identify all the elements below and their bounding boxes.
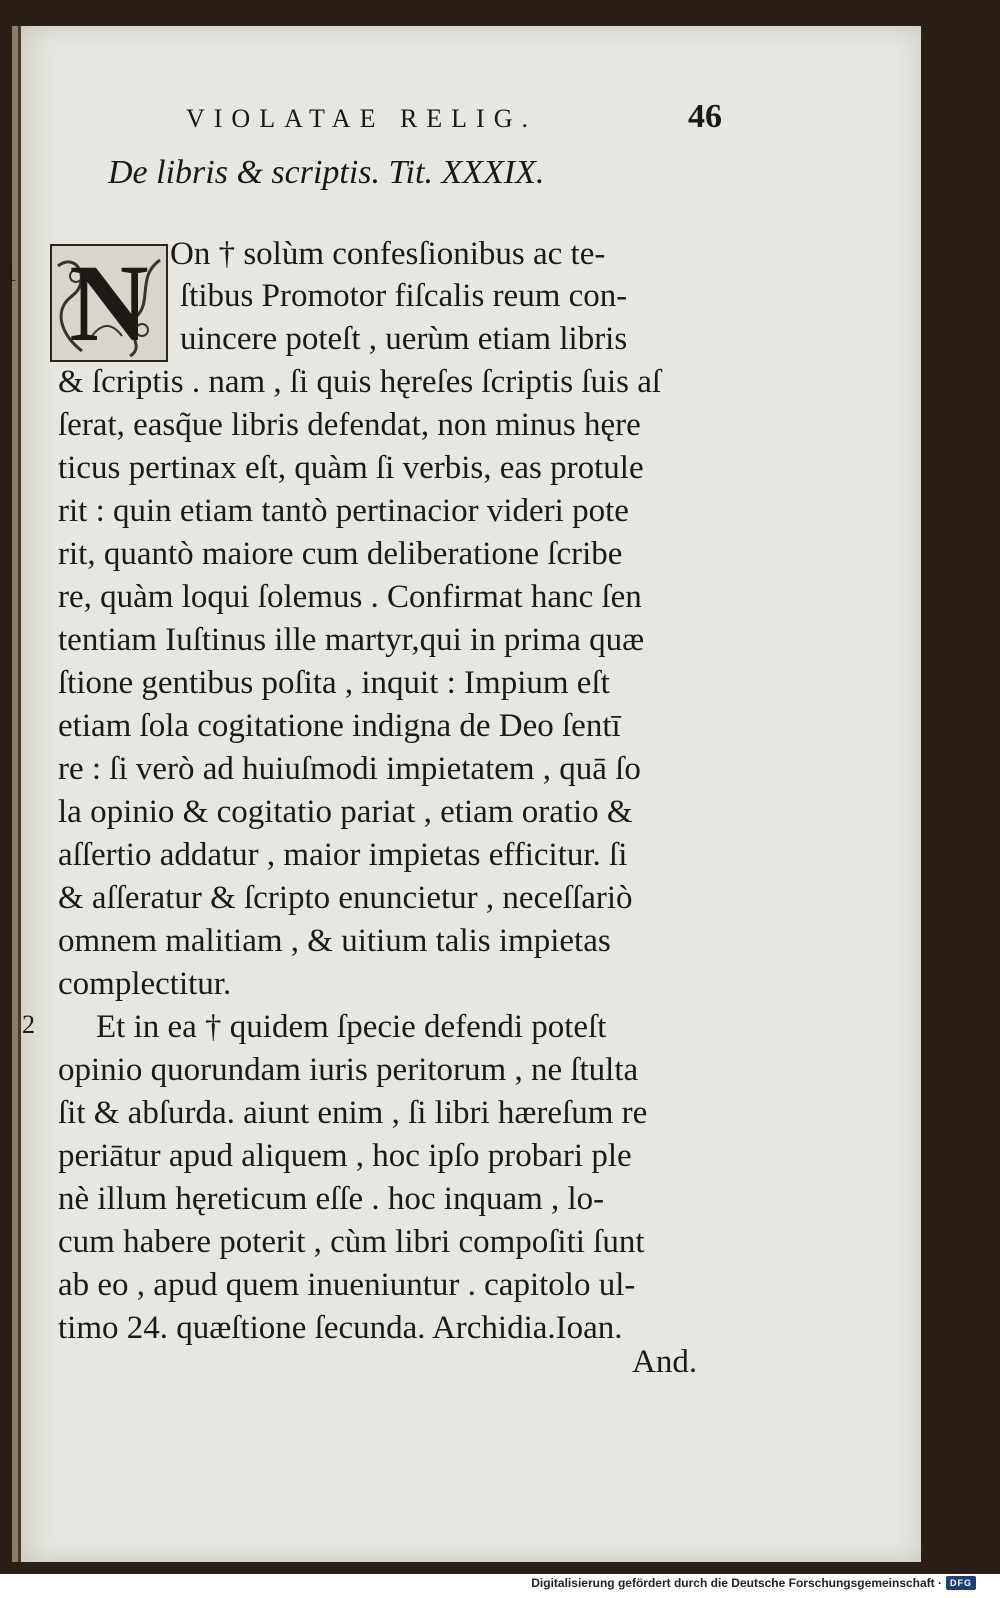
text-line: tentiam Iuſtinus ille martyr,qui in prima quæ <box>58 622 645 658</box>
text-line: ab eo , apud quem inueniuntur . capitolo ul- <box>58 1267 636 1303</box>
page-number: 46 <box>688 98 722 135</box>
text-line: Et in ea † quidem ſpecie defendi poteſt <box>96 1009 607 1045</box>
text-line: aſſertio addatur , maior impietas efficitur. ſi <box>58 837 628 873</box>
text-line: ſerat, easq̃ue libris defendat, non minus hęre <box>58 407 641 443</box>
text-line: re : ſi verò ad huiuſmodi impietatem , quā ſo <box>58 751 641 787</box>
margin-mark-1: 1 <box>4 258 17 287</box>
text-line: & aſſeratur & ſcripto enuncietur , neceſſariò <box>58 880 633 916</box>
text-line: ſit & abſurda. aiunt enim , ſi libri hæreſum re <box>58 1095 648 1131</box>
text-line: ſtione gentibus poſita , inquit : Impium eſt <box>58 665 610 701</box>
text-line: ſtibus Promotor fiſcalis reum con- <box>180 278 628 314</box>
text-line: cum habere poterit , cùm libri compoſiti ſunt <box>58 1224 645 1260</box>
first-line: On † solùm confesſionibus ac te- <box>170 236 606 272</box>
text-line: re, quàm loqui ſolemus . Confirmat hanc ſen <box>58 579 642 615</box>
text-line: ticus pertinax eſt, quàm ſi verbis, eas protule <box>58 450 644 486</box>
dfg-logo: DFG <box>946 1576 976 1590</box>
text-line: opinio quorundam iuris peritorum , ne ſtulta <box>58 1052 639 1088</box>
text-line: rit, quantò maiore cum deliberatione ſcribe <box>58 536 623 572</box>
text-line: complectitur. <box>58 966 232 1002</box>
running-head: VIOLATAE RELIG. <box>186 104 537 133</box>
initial-letter: N <box>69 244 149 362</box>
text-line: la opinio & cogitatio pariat , etiam oratio & <box>58 794 633 830</box>
decorated-initial <box>50 244 168 362</box>
digitization-footer <box>531 1576 976 1590</box>
text-line: periātur apud aliquem , hoc ipſo probari ple <box>58 1138 632 1174</box>
catchword: And. <box>632 1344 698 1380</box>
text-line: etiam ſola cogitatione indigna de Deo ſentī <box>58 708 621 744</box>
text-line: uincere poteſt , uerùm etiam libris <box>180 321 628 357</box>
margin-mark-2: 2 <box>22 1010 35 1039</box>
text-line: rit : quin etiam tantò pertinacior videri pote <box>58 493 629 529</box>
text-line: timo 24. quæſtione ſecunda. Archidia.Ioan. <box>58 1310 623 1346</box>
text-line: nè illum hęreticum eſſe . hoc inquam , lo- <box>58 1181 605 1217</box>
footer-credit: Digitalisierung gefördert durch die Deutsche Forschungsgemeinschaft · <box>531 1576 942 1590</box>
chapter-title: De libris & scriptis. Tit. XXXIX. <box>108 154 545 191</box>
text-line: omnem malitiam , & uitium talis impietas <box>58 923 611 959</box>
text-line: & ſcriptis . nam , ſi quis hęreſes ſcriptis ſuis aſ <box>58 364 662 400</box>
